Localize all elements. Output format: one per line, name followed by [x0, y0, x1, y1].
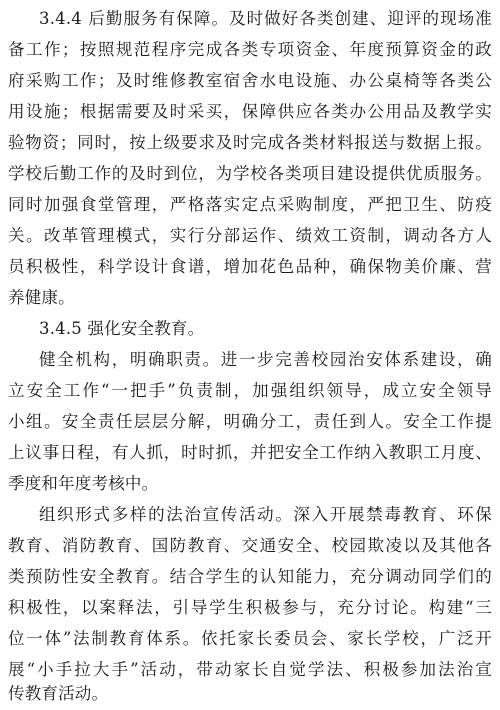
text-line: 积极性，以案释法，引导学生积极参与，充分讨论。构建“三	[8, 598, 492, 617]
text-line: 上议事日程，有人抓，时时抓，并把安全工作纳入教职工月度、	[8, 443, 492, 462]
text-line: 府采购工作；及时维修教室宿舍水电设施、办公桌椅等各类公	[8, 71, 492, 90]
text-line: 季度和年度考核中。	[8, 474, 159, 493]
section-heading: 3.4.5 强化安全教育。	[39, 319, 205, 338]
text-line: 验物资；同时，按上级要求及时完成各类材料报送与数据上报。	[8, 133, 492, 152]
text-line: 健全机构，明确职责。进一步完善校园治安体系建设，确	[39, 350, 492, 369]
text-line: 养健康。	[8, 288, 75, 307]
text-line: 同时加强食堂管理，严格落实定点采购制度，严把卫生、防疫	[8, 195, 492, 214]
text-line: 组织形式多样的法治宣传活动。深入开展禁毒教育、环保	[39, 505, 492, 524]
text-line: 备工作；按照规范程序完成各类专项资金、年度预算资金的政	[8, 40, 492, 59]
text-line: 传教育活动。	[8, 684, 109, 703]
text-line: 教育、消防教育、国防教育、交通安全、校园欺凌以及其他各	[8, 536, 492, 555]
text-line: 类预防性安全教育。结合学生的认知能力，充分调动同学们的	[8, 567, 492, 586]
text-line: 展“小手拉大手”活动，带动家长自觉学法、积极参加法治宣	[8, 660, 492, 679]
text-line: 立安全工作“一把手”负责制，加强组织领导，成立安全领导	[8, 381, 492, 400]
text-line: 用设施；根据需要及时采买，保障供应各类办公用品及教学实	[8, 102, 492, 121]
text-line: 关。改革管理模式，实行分部运作、绩效工资制，调动各方人	[8, 226, 492, 245]
text-line: 位一体”法制教育体系。依托家长委员会、家长学校，广泛开	[8, 629, 492, 648]
text-line: 3.4.4 后勤服务有保障。及时做好各类创建、迎评的现场准	[39, 9, 492, 28]
text-line: 小组。安全责任层层分解，明确分工，责任到人。安全工作提	[8, 412, 492, 431]
text-line: 员积极性，科学设计食谱，增加花色品种，确保物美价廉、营	[8, 257, 492, 276]
text-line: 学校后勤工作的及时到位，为学校各类项目建设提供优质服务。	[8, 164, 492, 183]
